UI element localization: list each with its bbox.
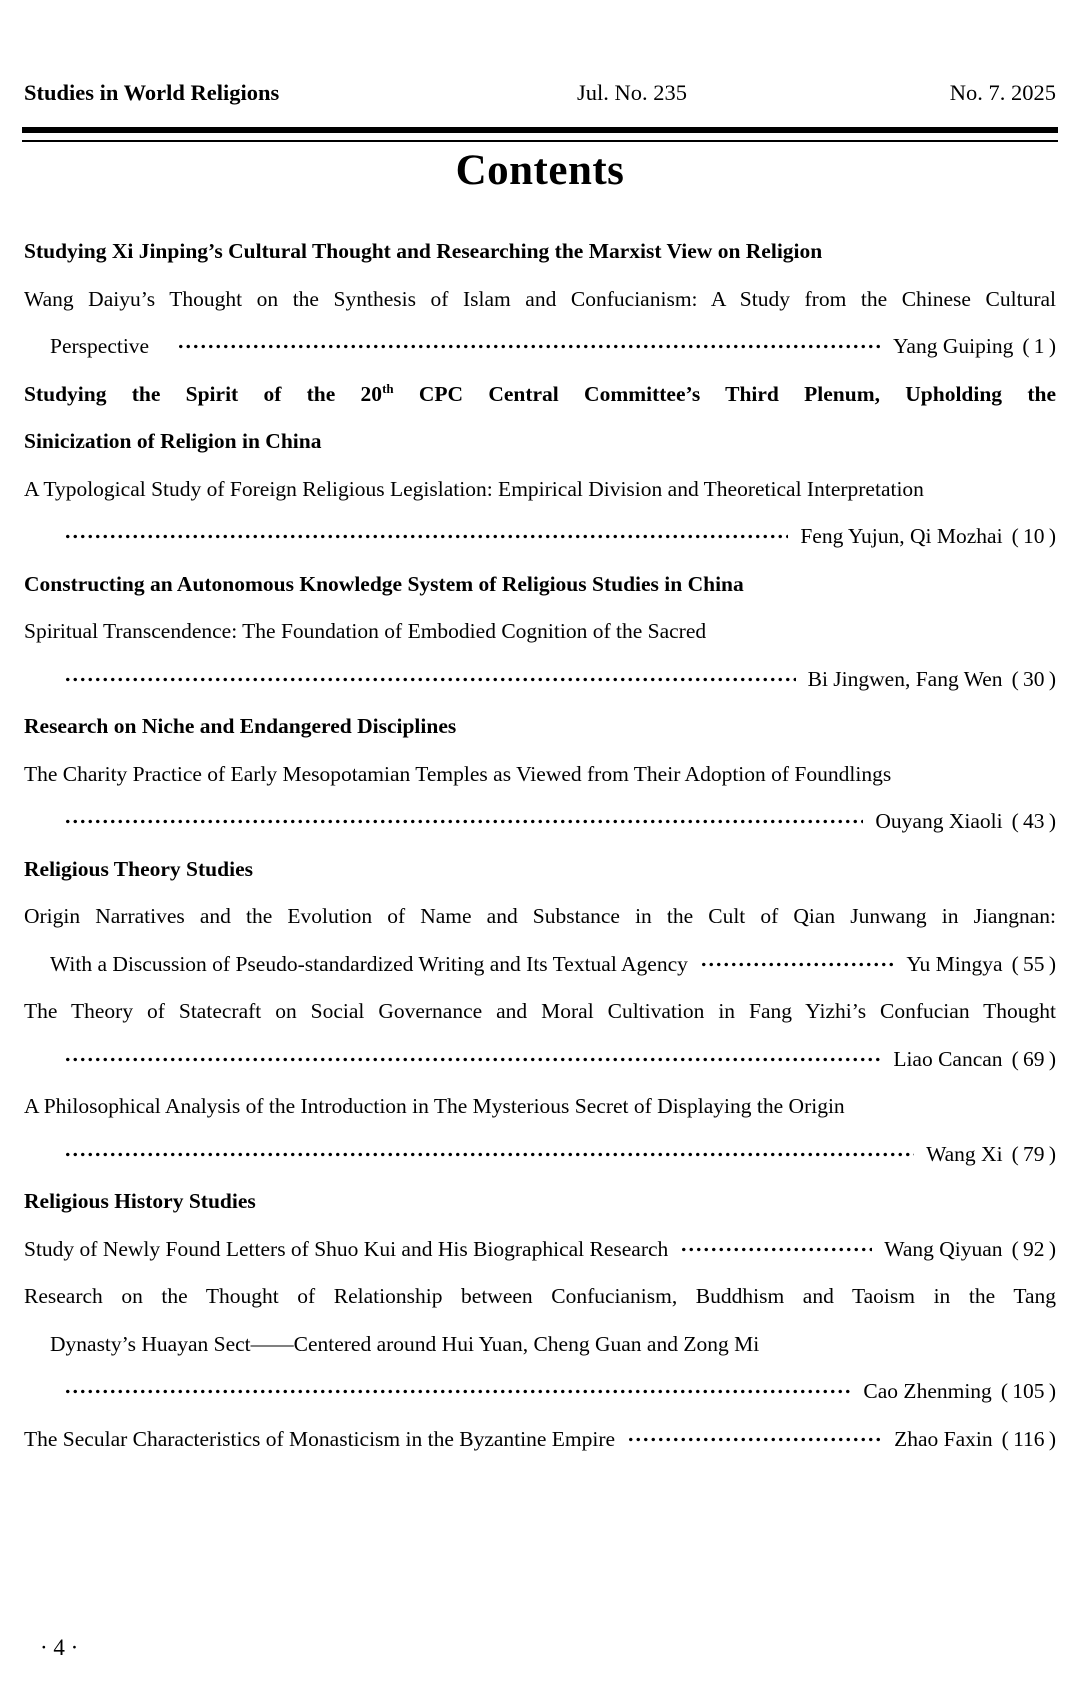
dot-leader bbox=[700, 962, 895, 967]
footer-page-number: · 4 · bbox=[40, 1635, 79, 1660]
dot-leader bbox=[627, 1437, 882, 1442]
page-number: ( 30 ) bbox=[1011, 666, 1056, 691]
author-names: Yu Mingya bbox=[906, 951, 1003, 976]
article-title-line: Wang Daiyu’s Thought on the Synthesis of Islam and Confucianism: A Study from the Chinese Cultural bbox=[24, 286, 1056, 311]
author-names: Zhao Faxin bbox=[894, 1426, 993, 1451]
table-of-contents bbox=[24, 228, 1056, 1463]
author-names: Yang Guiping bbox=[893, 334, 1014, 358]
article-title-line: The Theory of Statecraft on Social Governance and Moral Cultivation in Fang Yizhi’s Confucian Thought bbox=[24, 999, 1056, 1023]
page-number: ( 55 ) bbox=[1011, 951, 1056, 976]
leader-line bbox=[24, 513, 1056, 561]
page-number: ( 43 ) bbox=[1011, 809, 1056, 833]
dot-leader bbox=[64, 677, 796, 682]
author-names: Ouyang Xiaoli bbox=[875, 809, 1003, 833]
page-number: ( 92 ) bbox=[1011, 1236, 1056, 1261]
header-rule-thin bbox=[22, 140, 1058, 142]
ordinal-suffix: th bbox=[382, 380, 394, 396]
leader-line bbox=[24, 941, 1056, 989]
author-names: Cao Zhenming bbox=[863, 1379, 992, 1403]
leader-line bbox=[24, 1036, 1056, 1084]
page-number: ( 79 ) bbox=[1011, 1141, 1056, 1166]
page-number: ( 10 ) bbox=[1011, 524, 1056, 548]
article-title-line: A Philosophical Analysis of the Introduction in The Mysterious Secret of Displaying the Origin bbox=[24, 1094, 845, 1118]
journal-name: Studies in World Religions bbox=[24, 80, 280, 105]
dot-leader bbox=[680, 1247, 872, 1252]
author-names: Wang Qiyuan bbox=[884, 1236, 1003, 1261]
article-title-line: A Typological Study of Foreign Religious Legislation: Empirical Division and Theoretical Interpretation bbox=[24, 476, 924, 501]
page-number: ( 105 ) bbox=[1000, 1379, 1056, 1403]
leader-line bbox=[24, 1131, 1056, 1179]
leader-line bbox=[24, 1416, 1056, 1464]
article-title-line: The Charity Practice of Early Mesopotamian Temples as Viewed from Their Adoption of Foundlings bbox=[24, 761, 892, 786]
dot-leader bbox=[64, 534, 788, 539]
article-title-continuation: Dynasty’s Huayan Sect——Centered around Hui Yuan, Cheng Guan and Zong Mi bbox=[50, 1331, 760, 1356]
article-title-line: Study of Newly Found Letters of Shuo Kui and His Biographical Research bbox=[24, 1236, 669, 1261]
article-title-continuation: Perspective bbox=[50, 334, 150, 358]
section-heading: Studying Xi Jinping’s Cultural Thought and Researching the Marxist View on Religion bbox=[24, 239, 823, 263]
article-title-line: Origin Narratives and the Evolution of Name and Substance in the Cult of Qian Junwang in Jiangnan: bbox=[24, 904, 1056, 928]
section-heading-continuation: Sinicization of Religion in China bbox=[24, 429, 322, 453]
section-heading: Constructing an Autonomous Knowledge System of Religious Studies in China bbox=[24, 571, 744, 596]
article-title-line: Spiritual Transcendence: The Foundation of Embodied Cognition of the Sacred bbox=[24, 619, 707, 643]
section-heading: Religious Theory Studies bbox=[24, 856, 253, 881]
page-number: ( 69 ) bbox=[1011, 1046, 1056, 1071]
running-head bbox=[24, 80, 1056, 110]
author-names: Bi Jingwen, Fang Wen bbox=[807, 666, 1003, 691]
dot-leader bbox=[177, 344, 881, 349]
author-names: Wang Xi bbox=[926, 1141, 1003, 1166]
leader-line bbox=[24, 656, 1056, 704]
leader-line bbox=[24, 1368, 1056, 1416]
article-title-line: Research on the Thought of Relationship between Confucianism, Buddhism and Taoism in the Tang bbox=[24, 1284, 1056, 1308]
article-title-continuation: With a Discussion of Pseudo-standardized Writing and Its Textual Agency bbox=[50, 951, 688, 976]
section-heading: Research on Niche and Endangered Disciplines bbox=[24, 714, 457, 738]
dot-leader bbox=[64, 819, 863, 824]
page-number: ( 1 ) bbox=[1022, 334, 1056, 358]
page-number: ( 116 ) bbox=[1001, 1426, 1056, 1451]
dot-leader bbox=[64, 1152, 914, 1157]
article-title-line: The Secular Characteristics of Monasticism in the Byzantine Empire bbox=[24, 1426, 616, 1451]
section-heading-text: Studying the Spirit of the 20 bbox=[24, 381, 383, 406]
dot-leader bbox=[64, 1389, 851, 1394]
author-names: Liao Cancan bbox=[893, 1046, 1003, 1071]
author-names: Feng Yujun, Qi Mozhai bbox=[800, 524, 1003, 548]
section-heading: Religious History Studies bbox=[24, 1189, 256, 1213]
issue-month-number: Jul. No. 235 bbox=[577, 80, 688, 105]
page-title: Contents bbox=[455, 147, 625, 194]
section-heading-text: CPC Central Committee’s Third Plenum, Upholding the bbox=[393, 381, 1056, 406]
dot-leader bbox=[64, 1057, 881, 1062]
header-rule-thick bbox=[22, 127, 1058, 133]
leader-line bbox=[24, 798, 1056, 846]
section-heading bbox=[24, 371, 1056, 419]
leader-line bbox=[24, 323, 1056, 371]
leader-line bbox=[24, 1226, 1056, 1274]
issue-date: No. 7. 2025 bbox=[949, 80, 1056, 105]
